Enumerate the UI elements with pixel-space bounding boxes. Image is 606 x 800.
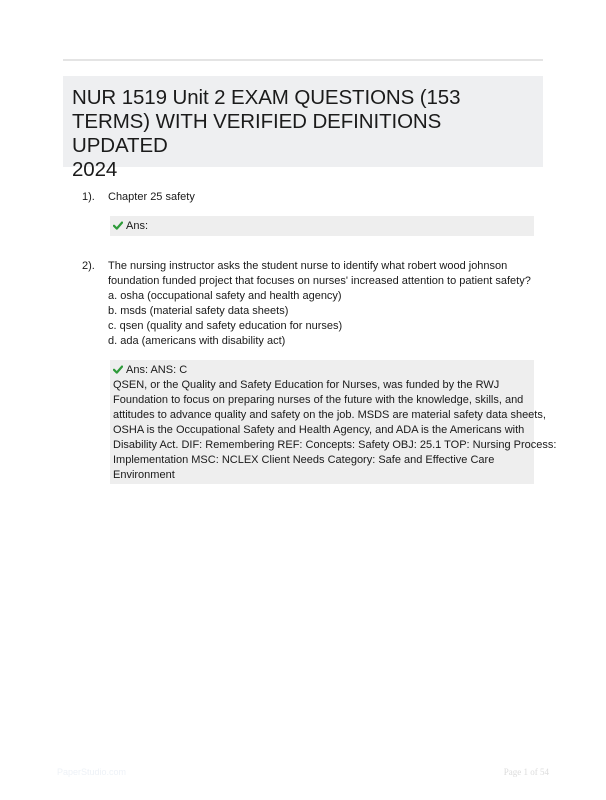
answer-option-a: a. osha (occupational safety and health agency) bbox=[108, 290, 342, 302]
answer-line: Environment bbox=[113, 469, 175, 481]
answer-line bbox=[113, 363, 530, 378]
answer-line: Disability Act. DIF: Remembering REF: Concepts: Safety OBJ: 25.1 TOP: Nursing Process: bbox=[113, 439, 557, 451]
question-line: foundation funded project that focuses on nurses' increased attention to patient safety? bbox=[108, 275, 531, 287]
answer-label: Ans: ANS: C bbox=[126, 364, 188, 376]
question-text bbox=[108, 259, 536, 349]
question-line: The nursing instructor asks the student nurse to identify what robert wood johnson bbox=[108, 260, 508, 272]
answer-line: attitudes to advance quality and safety on the job. MSDS are material safety data sheets, bbox=[113, 409, 546, 421]
title-banner bbox=[63, 76, 543, 181]
answer-label: Ans: bbox=[126, 220, 149, 232]
answer-line: Implementation MSC: NCLEX Client Needs Category: Safe and Effective Care bbox=[113, 454, 495, 466]
answer-box-2 bbox=[110, 360, 557, 484]
title-line: 2024 bbox=[72, 158, 118, 181]
answer-option-d: d. ada (americans with disability act) bbox=[108, 335, 286, 347]
title-line: NUR 1519 Unit 2 EXAM QUESTIONS (153 bbox=[72, 86, 461, 109]
answer-box-1 bbox=[110, 216, 534, 236]
question-number: 2). bbox=[82, 260, 95, 272]
document-title bbox=[72, 86, 535, 182]
question-number: 1). bbox=[82, 191, 95, 203]
answer-option-c: c. qsen (quality and safety education for nurses) bbox=[108, 320, 343, 332]
answer-line: Foundation to focus on preparing nurses of the future with the knowledge, skills, and bbox=[113, 394, 524, 406]
question-text bbox=[108, 190, 536, 205]
check-icon bbox=[113, 365, 123, 374]
top-divider bbox=[63, 59, 543, 61]
title-line: TERMS) WITH VERIFIED DEFINITIONS UPDATED bbox=[72, 110, 442, 157]
answer-line: OSHA is the Occupational Safety and Health Agency, and ADA is the Americans with bbox=[113, 424, 525, 436]
question-line: Chapter 25 safety bbox=[108, 191, 195, 203]
footer-watermark: PaperStudio.com bbox=[57, 767, 127, 777]
page-number: Page 1 of 54 bbox=[503, 767, 549, 777]
answer-option-b: b. msds (material safety data sheets) bbox=[108, 305, 289, 317]
answer-line: QSEN, or the Quality and Safety Education for Nurses, was funded by the RWJ bbox=[113, 379, 500, 391]
answer-line bbox=[113, 219, 530, 234]
check-icon bbox=[113, 221, 123, 230]
